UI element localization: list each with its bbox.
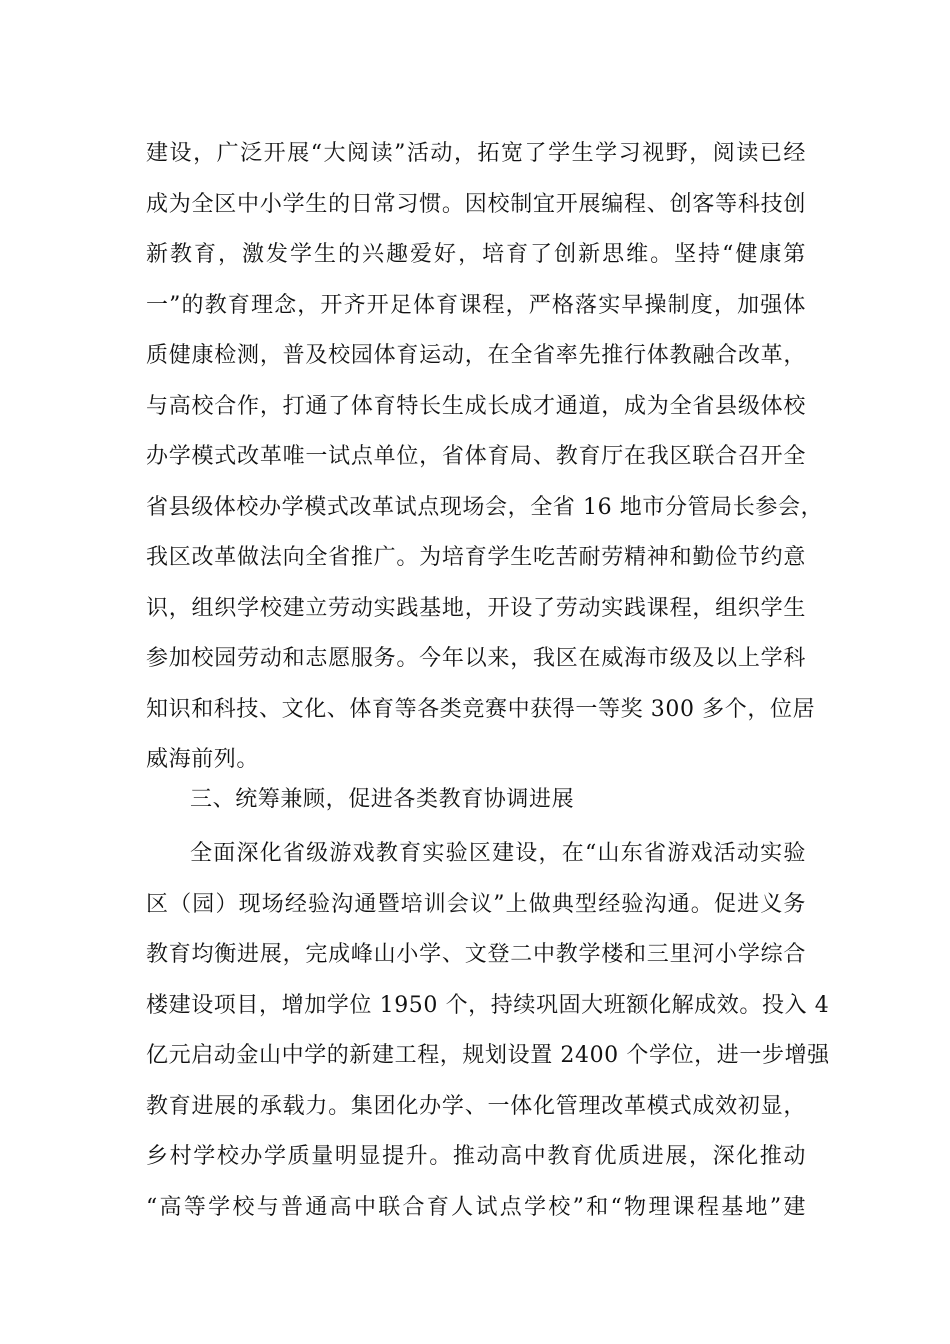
body-paragraph-2 — [146, 829, 830, 1233]
section-heading-text: 三、统筹兼顾，促进各类教育协调进展 — [190, 787, 575, 812]
text-line: 建设，广泛开展“大阅读”活动，拓宽了学生学习视野，阅读已经 — [146, 141, 806, 166]
text-line: 楼建设项目，增加学位 1950 个，持续巩固大班额化解成效。投入 4 — [146, 992, 830, 1018]
body-paragraph-1 — [146, 129, 824, 786]
text-line: 区（园）现场经验沟通暨培训会议”上做典型经验沟通。促进义务 — [146, 891, 806, 917]
text-line: 亿元启动金山中学的新建工程，规划设置 2400 个学位，进一步增强 — [146, 1043, 830, 1068]
text-line: 乡村学校办学质量明显提升。推动高中教育优质进展，深化推动 — [146, 1144, 806, 1169]
text-line: 新教育，激发学生的兴趣爱好，培育了创新思维。坚持“健康第 — [146, 242, 806, 267]
text-line: 办学模式改革唯一试点单位，省体育局、教育厅在我区联合召开全 — [146, 444, 806, 469]
text-line: 与高校合作，打通了体育特长生成长成才通道，成为全省县级体校 — [146, 393, 806, 419]
text-line: 识，组织学校建立劳动实践基地，开设了劳动实践课程，组织学生 — [146, 595, 806, 621]
text-line: 一”的教育理念，开齐开足体育课程，严格落实早操制度，加强体 — [146, 292, 806, 318]
text-line: 省县级体校办学模式改革试点现场会，全省 16 地市分管局长参会， — [146, 494, 824, 520]
text-line: 教育进展的承载力。集团化办学、一体化管理改革模式成效初显， — [146, 1093, 806, 1119]
text-line: 成为全区中小学生的日常习惯。因校制宜开展编程、创客等科技创 — [146, 191, 806, 217]
text-line: 参加校园劳动和志愿服务。今年以来，我区在威海市级及以上学科 — [146, 646, 806, 671]
text-line: 教育均衡进展，完成峰山小学、文登二中教学楼和三里河小学综合 — [146, 942, 806, 967]
text-line: 质健康检测，普及校园体育运动，在全省率先推行体教融合改革， — [146, 343, 806, 368]
text-line: “高等学校与普通高中联合育人试点学校”和“物理课程基地”建 — [146, 1194, 806, 1220]
text-line: 全面深化省级游戏教育实验区建设，在“山东省游戏活动实验 — [190, 841, 806, 866]
section-heading — [146, 775, 806, 826]
text-line: 知识和科技、文化、体育等各类竞赛中获得一等奖 300 多个，位居 — [146, 696, 816, 722]
text-line: 我区改革做法向全省推广。为培育学生吃苦耐劳精神和勤俭节约意 — [146, 545, 806, 570]
text-line: 威海前列。 — [146, 747, 260, 772]
